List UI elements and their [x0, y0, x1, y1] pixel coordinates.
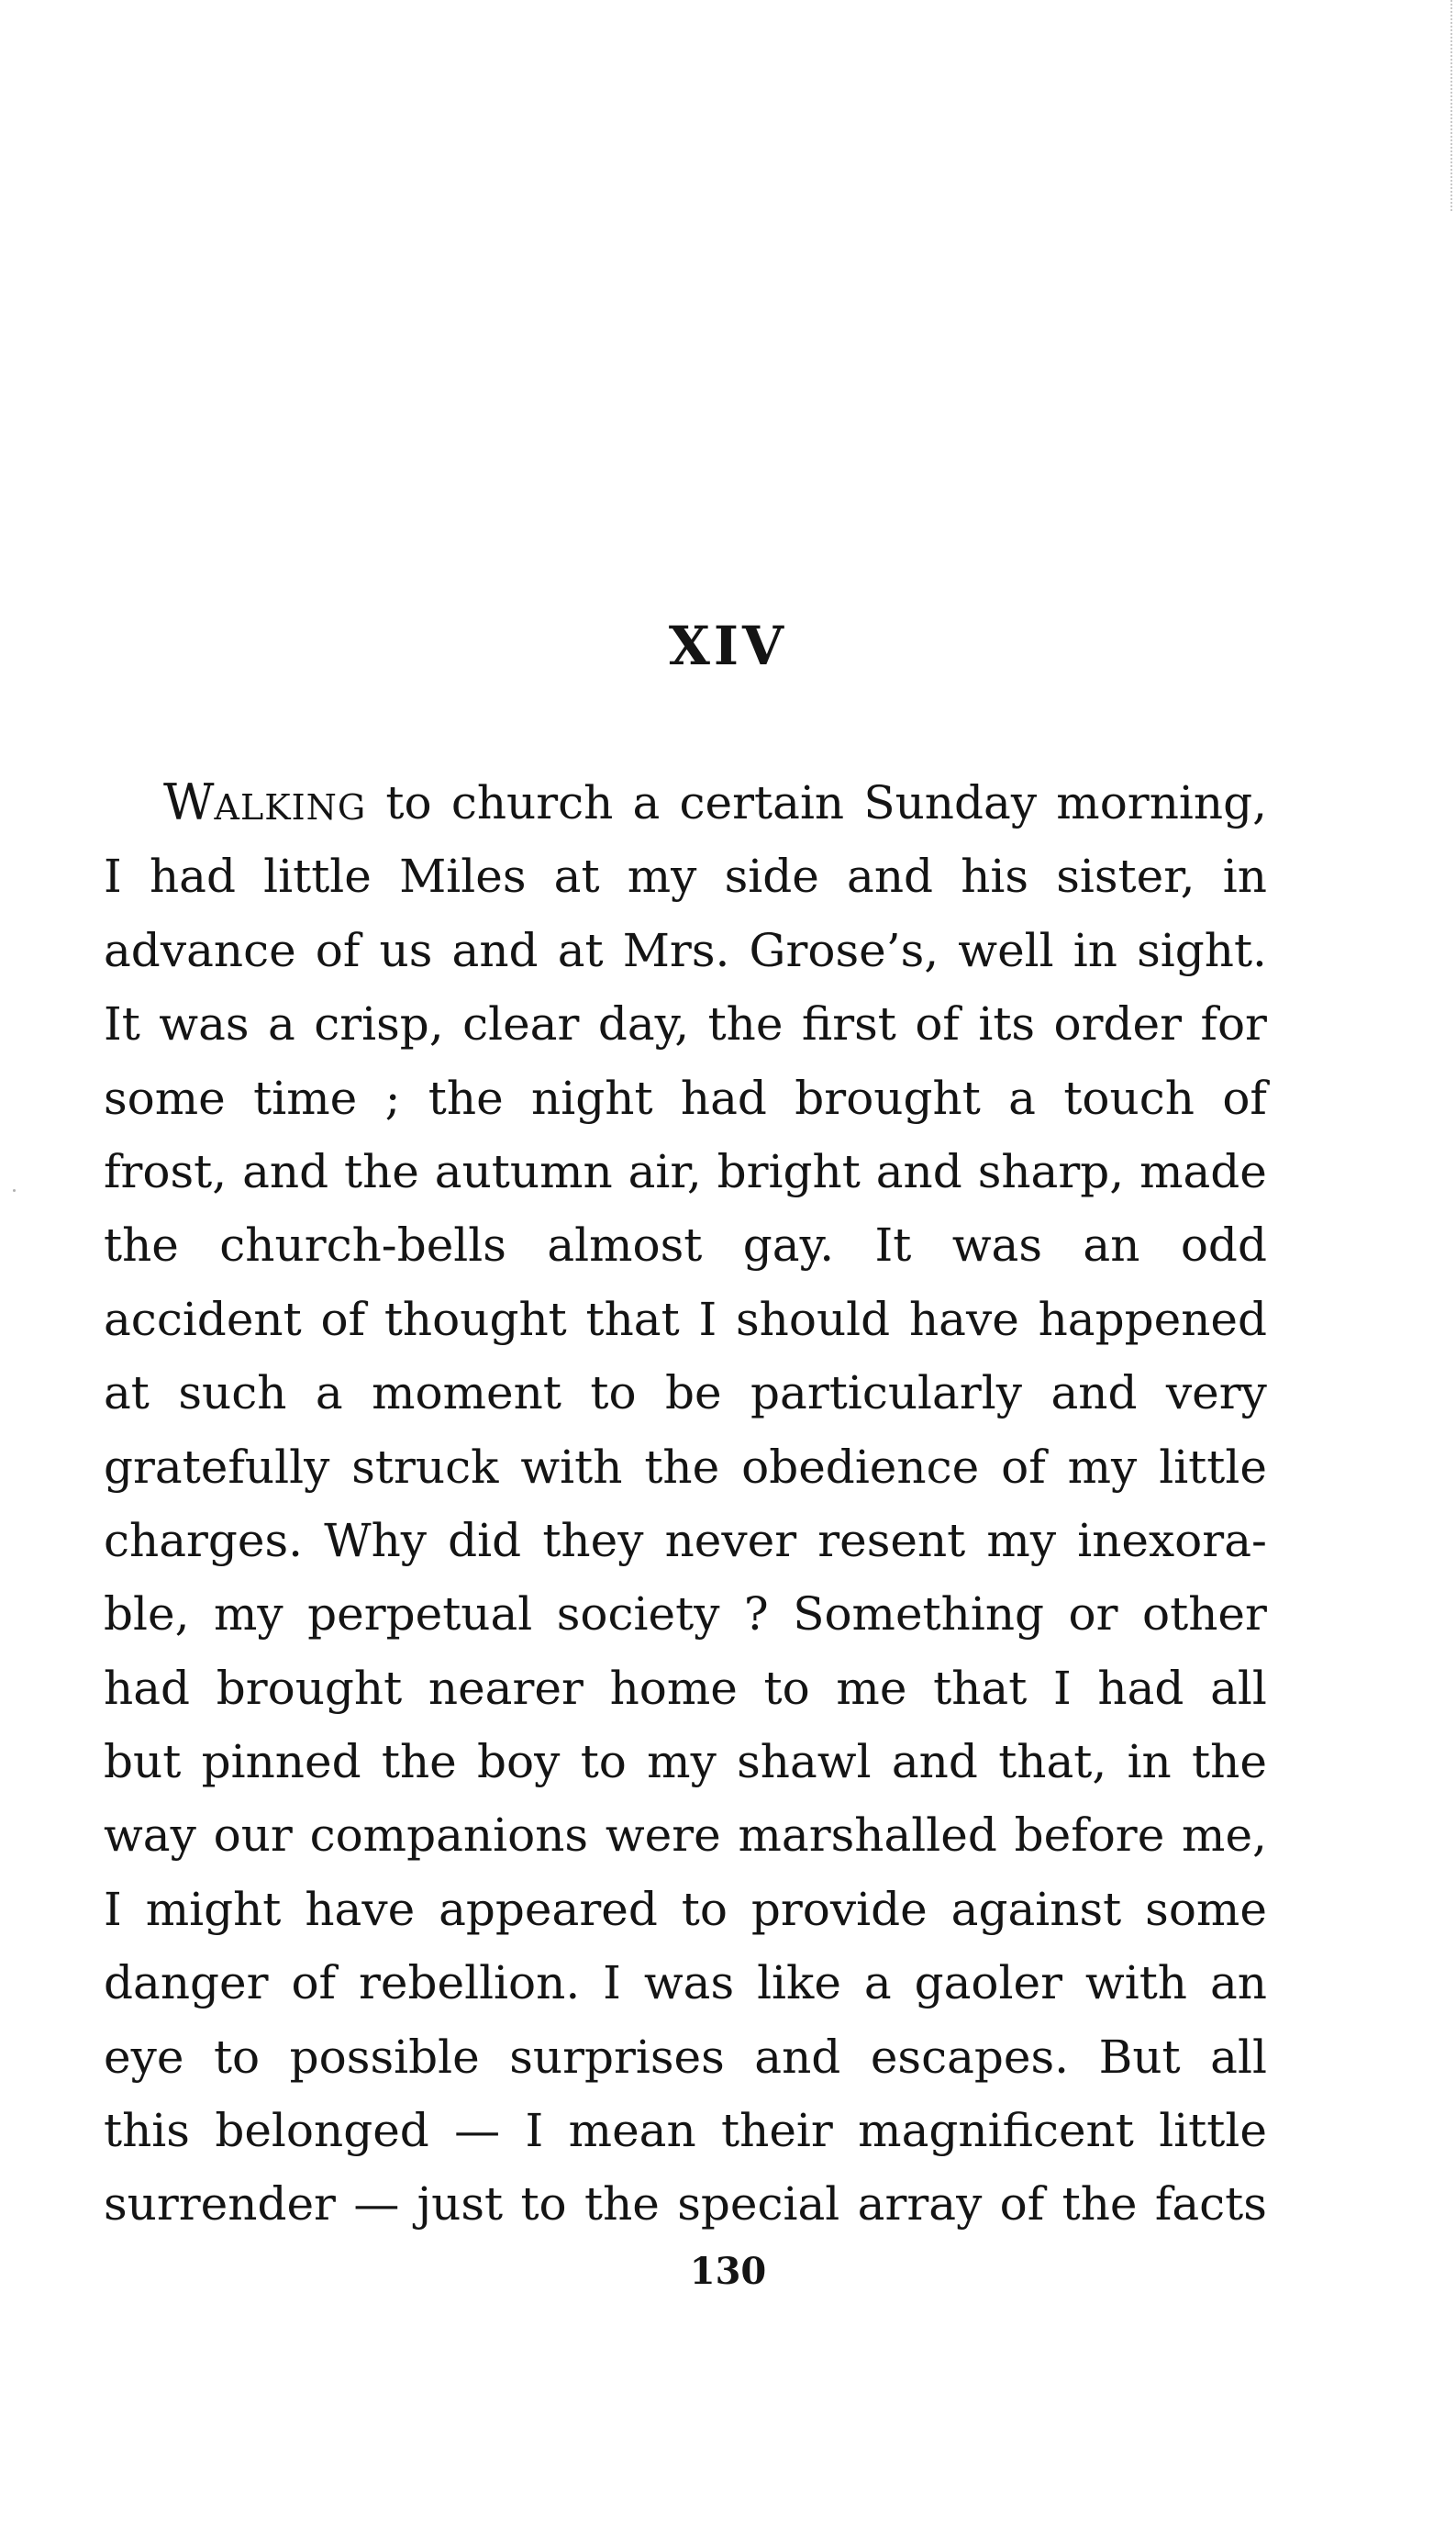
- word: danger: [104, 1956, 269, 2010]
- body-text: [104, 766, 1267, 2242]
- text-line: [104, 2167, 1267, 2241]
- word: with: [1084, 1956, 1188, 2010]
- word: have: [305, 1882, 416, 1936]
- text-line: [104, 1577, 1267, 1651]
- text-line: [104, 1208, 1267, 1282]
- word: thought: [383, 1292, 567, 1346]
- word: marshalled: [738, 1808, 997, 1863]
- word: I: [104, 850, 122, 904]
- word: little: [1159, 1440, 1267, 1494]
- word: gaoler: [914, 1956, 1062, 2010]
- word: moment: [372, 1366, 561, 1420]
- word: to: [763, 1661, 810, 1715]
- word: my: [1067, 1440, 1138, 1494]
- word: night: [531, 1071, 653, 1125]
- word: the: [644, 1440, 720, 1494]
- word: and: [891, 1735, 978, 1789]
- word: have: [908, 1292, 1019, 1346]
- text-line: [104, 840, 1267, 913]
- word: little: [1159, 2104, 1267, 2158]
- word: perpetual: [307, 1587, 533, 1641]
- word: never: [664, 1513, 797, 1567]
- word: this: [104, 2104, 190, 2158]
- word: with: [520, 1440, 623, 1494]
- word: sight.: [1137, 923, 1267, 977]
- word: and: [847, 850, 934, 904]
- word: Miles: [399, 850, 527, 904]
- word: day,: [597, 997, 690, 1052]
- word: touch: [1063, 1071, 1195, 1125]
- word: the: [1061, 2177, 1138, 2231]
- text-line: [104, 2020, 1267, 2094]
- text-line: [104, 1725, 1267, 1798]
- word: at: [104, 1366, 150, 1420]
- word: just: [417, 2177, 504, 2231]
- word: made: [1139, 1144, 1267, 1198]
- word: inexora-: [1077, 1513, 1267, 1567]
- word: of: [1001, 1440, 1046, 1494]
- text-line: [104, 1135, 1267, 1208]
- word: frost,: [104, 1144, 228, 1198]
- word: all: [1210, 2030, 1267, 2084]
- word: well: [958, 923, 1054, 977]
- word: escapes.: [870, 2030, 1070, 2084]
- word: sharp,: [977, 1144, 1125, 1198]
- word: a: [632, 776, 661, 829]
- word: was: [951, 1218, 1043, 1273]
- word: surrender: [104, 2177, 336, 2231]
- text-line: [104, 1062, 1267, 1135]
- word: some: [1145, 1882, 1267, 1936]
- word: crisp,: [314, 997, 444, 1052]
- word: magnificent: [858, 2104, 1134, 2158]
- word: but: [104, 1735, 182, 1789]
- word: that,: [998, 1735, 1107, 1789]
- word: had: [680, 1071, 767, 1125]
- word: and: [242, 1144, 329, 1198]
- word: did: [448, 1513, 522, 1567]
- word: shawl: [737, 1735, 872, 1789]
- word: to: [385, 776, 432, 829]
- word: church-bells: [219, 1218, 506, 1273]
- word: had: [1097, 1661, 1184, 1715]
- word: their: [721, 2104, 833, 2158]
- word: at: [553, 850, 600, 904]
- word: mean: [568, 2104, 696, 2158]
- word: Grose’s,: [749, 923, 939, 977]
- word: for: [1200, 997, 1267, 1052]
- word: brought: [795, 1071, 981, 1125]
- word: air,: [628, 1144, 702, 1198]
- text-line: [104, 1798, 1267, 1872]
- word: eye: [104, 2030, 184, 2084]
- word: clear: [462, 997, 580, 1052]
- word: ble,: [104, 1587, 190, 1641]
- word: —: [353, 2177, 400, 2231]
- word: and: [451, 923, 539, 977]
- word: and: [1050, 1366, 1138, 1420]
- word: home: [609, 1661, 738, 1715]
- word: Why: [324, 1513, 428, 1567]
- word: of: [320, 1292, 366, 1346]
- text-line: [104, 1430, 1267, 1504]
- word: the: [104, 1218, 179, 1273]
- word: should: [736, 1292, 891, 1346]
- word: were: [605, 1808, 721, 1863]
- word: array: [857, 2177, 983, 2231]
- word: belonged: [215, 2104, 429, 2158]
- word: I: [104, 1882, 122, 1936]
- word: be: [665, 1366, 722, 1420]
- word: gratefully: [104, 1440, 330, 1494]
- page-edge-marks: [1445, 0, 1452, 211]
- word: the: [707, 997, 784, 1052]
- word: Mrs.: [622, 923, 730, 977]
- word: Sunday: [863, 776, 1038, 829]
- word: my: [647, 1735, 717, 1789]
- word: of: [1222, 1071, 1267, 1125]
- word: other: [1142, 1587, 1267, 1641]
- word: —: [454, 2104, 501, 2158]
- text-line: [104, 1283, 1267, 1356]
- word: struck: [351, 1440, 499, 1494]
- word: certain: [679, 776, 845, 829]
- word: possible: [289, 2030, 480, 2084]
- word: nearer: [428, 1661, 584, 1715]
- opening-small-caps: ALKING: [214, 787, 367, 828]
- word: society: [556, 1587, 720, 1641]
- word: us: [379, 923, 433, 977]
- word: advance: [104, 923, 296, 977]
- word: before: [1014, 1808, 1165, 1863]
- word: my: [213, 1587, 283, 1641]
- word: It: [104, 997, 140, 1052]
- word: way: [104, 1808, 196, 1863]
- word: Something: [793, 1587, 1045, 1641]
- word: had: [149, 850, 236, 904]
- word: all: [1210, 1661, 1267, 1715]
- word: such: [178, 1366, 287, 1420]
- word: like: [757, 1956, 841, 2010]
- word: a: [1008, 1071, 1036, 1125]
- text-line: [104, 1356, 1267, 1430]
- word: first: [801, 997, 896, 1052]
- page-number: 130: [689, 2250, 767, 2293]
- word: the: [428, 1071, 504, 1125]
- word: had: [104, 1661, 191, 1715]
- word: to: [681, 1882, 728, 1936]
- word: charges.: [104, 1513, 304, 1567]
- word: facts: [1154, 2177, 1267, 2231]
- word: of: [999, 2177, 1045, 2231]
- word: in: [1127, 1735, 1172, 1789]
- word: the: [344, 1144, 419, 1198]
- word: to: [580, 1735, 627, 1789]
- word: at: [557, 923, 604, 977]
- opening-capital: W: [163, 773, 215, 831]
- text-line: [104, 987, 1267, 1061]
- word: against: [950, 1882, 1122, 1936]
- word: time: [253, 1071, 358, 1125]
- text-line: [104, 1946, 1267, 2020]
- word: me: [836, 1661, 907, 1715]
- chapter-heading: XIV: [668, 615, 788, 677]
- word: morning,: [1056, 776, 1267, 829]
- word: might: [145, 1882, 282, 1936]
- word: sister,: [1056, 850, 1195, 904]
- word: an: [1209, 1956, 1267, 2010]
- word: odd: [1180, 1218, 1267, 1273]
- word: accident: [104, 1292, 302, 1346]
- text-line: [104, 1873, 1267, 1946]
- word: a: [315, 1366, 343, 1420]
- word: It: [874, 1218, 912, 1273]
- text-line: [104, 1652, 1267, 1725]
- text-line: [104, 914, 1267, 987]
- word: very: [1165, 1366, 1267, 1420]
- word: particularly: [750, 1366, 1022, 1420]
- word: in: [1222, 850, 1267, 904]
- word: was: [643, 1956, 735, 2010]
- word: gay.: [742, 1218, 835, 1273]
- word: obedience: [741, 1440, 980, 1494]
- word: ?: [743, 1587, 769, 1641]
- margin-speck: [13, 1189, 16, 1192]
- word: I: [698, 1292, 717, 1346]
- word: happened: [1038, 1292, 1267, 1346]
- word: some: [104, 1071, 226, 1125]
- word: they: [542, 1513, 644, 1567]
- word: order: [1053, 997, 1183, 1052]
- word: companions: [309, 1808, 589, 1863]
- word: of: [291, 1956, 337, 2010]
- word: ;: [384, 1071, 401, 1125]
- word: I: [603, 1956, 621, 2010]
- word: to: [520, 2177, 567, 2231]
- word: our: [213, 1808, 293, 1863]
- text-line: [104, 1504, 1267, 1577]
- opening-small-caps-word: [163, 766, 366, 840]
- word: to: [213, 2030, 261, 2084]
- word: and: [754, 2030, 841, 2084]
- word: But: [1098, 2030, 1181, 2084]
- word: little: [263, 850, 372, 904]
- word: almost: [547, 1218, 703, 1273]
- word: appeared: [439, 1882, 658, 1936]
- word: in: [1073, 923, 1117, 977]
- word: I: [1052, 1661, 1072, 1715]
- word: autumn: [434, 1144, 613, 1198]
- word: that: [933, 1661, 1028, 1715]
- word: a: [863, 1956, 892, 2010]
- word: or: [1068, 1587, 1118, 1641]
- word: of: [315, 923, 361, 977]
- word: my: [986, 1513, 1057, 1567]
- word: a: [267, 997, 295, 1052]
- word: an: [1083, 1218, 1140, 1273]
- word: rebellion.: [358, 1956, 581, 2010]
- word: boy: [477, 1735, 561, 1789]
- word: the: [1192, 1735, 1267, 1789]
- word: to: [590, 1366, 637, 1420]
- word: me,: [1182, 1808, 1267, 1863]
- word: pinned: [201, 1735, 361, 1789]
- word: my: [627, 850, 697, 904]
- word: the: [584, 2177, 660, 2231]
- word: resent: [817, 1513, 966, 1567]
- text-line: [104, 2094, 1267, 2167]
- word: the: [381, 1735, 457, 1789]
- word: special: [677, 2177, 840, 2231]
- word: bright: [717, 1144, 861, 1198]
- word: provide: [750, 1882, 928, 1936]
- word: I: [525, 2104, 544, 2158]
- word: its: [978, 997, 1036, 1052]
- word: surprises: [509, 2030, 725, 2084]
- word: side: [724, 850, 819, 904]
- word: was: [159, 997, 250, 1052]
- word: of: [915, 997, 960, 1052]
- word: church: [450, 776, 614, 829]
- word: and: [875, 1144, 962, 1198]
- word: that: [585, 1292, 680, 1346]
- word: brought: [216, 1661, 403, 1715]
- text-line-1: [104, 766, 1267, 840]
- word: his: [961, 850, 1029, 904]
